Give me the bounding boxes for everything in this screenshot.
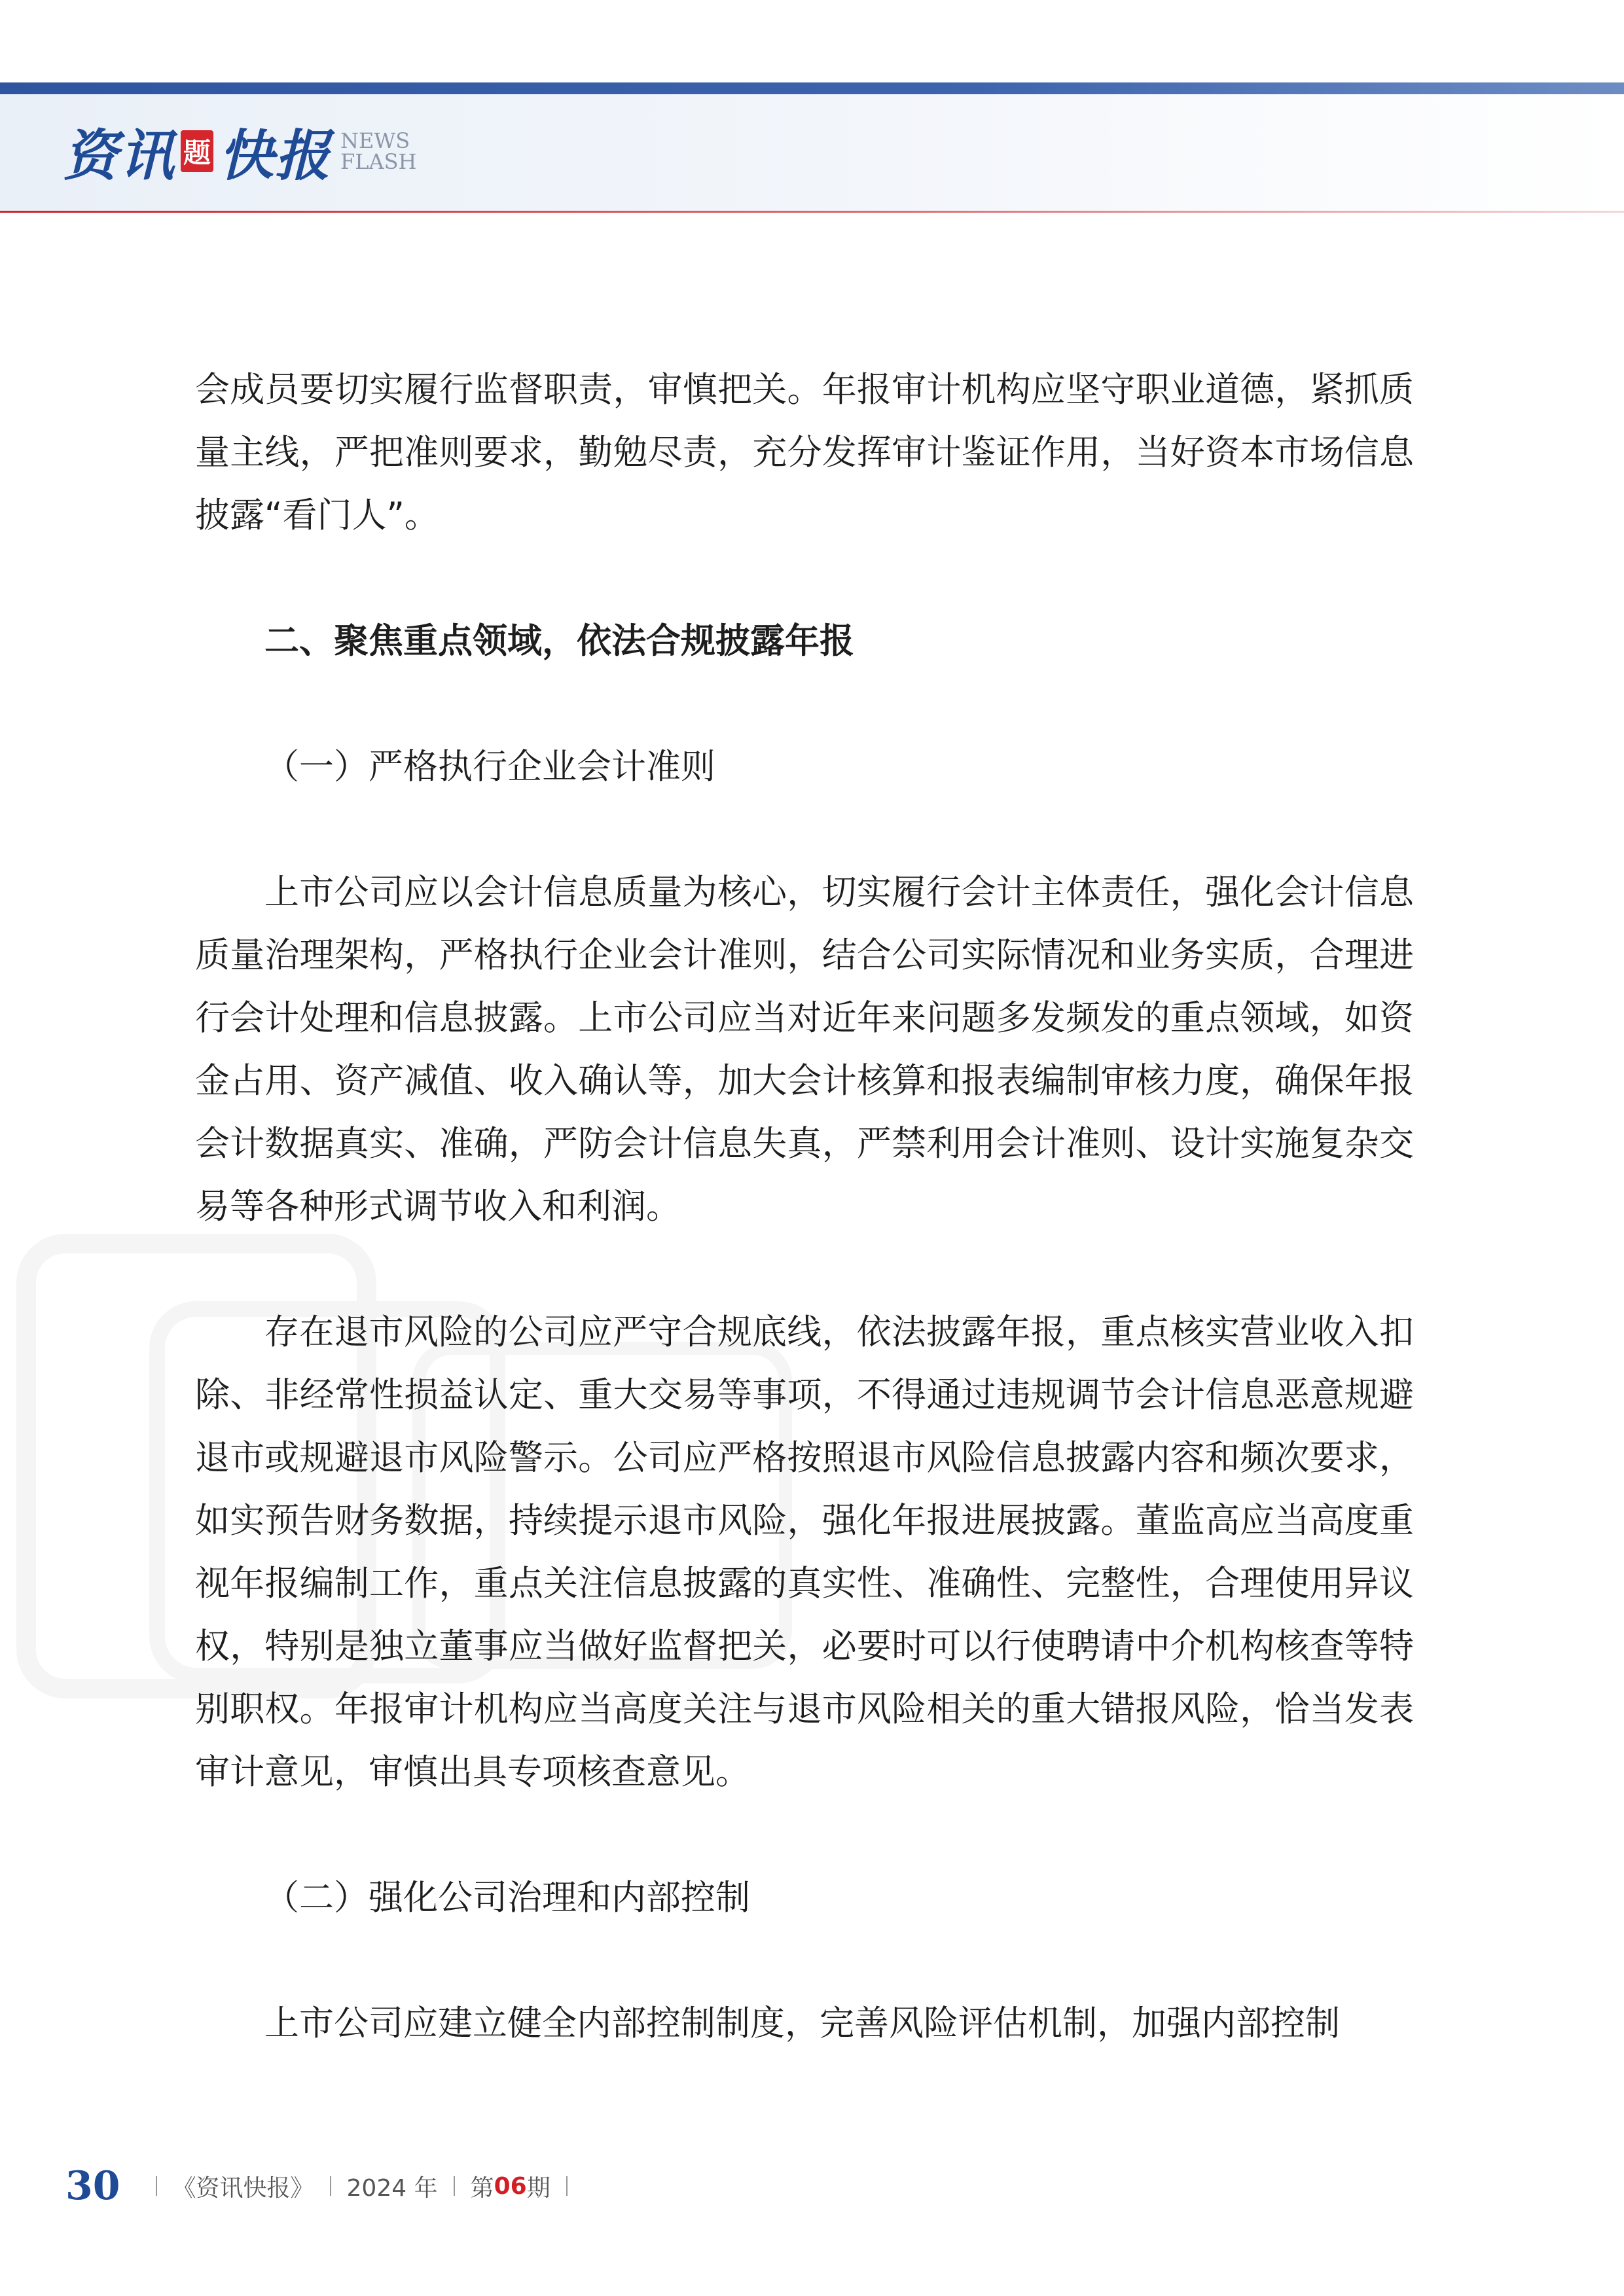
flash-label: FLASH [340,149,417,174]
header-top-bar [0,82,1624,94]
paragraph-3: 上市公司应建立健全内部控制制度，完善风险评估机制，加强内部控制 [264,2003,1340,2043]
issue-year: 2024 年 [346,2174,438,2202]
subsection-heading-2: （二）强化公司治理和内部控制 [264,1878,750,1918]
brand-text-1: 资讯 [63,122,176,188]
page-footer [65,2160,583,2212]
news-label: NEWS [340,128,410,153]
footer-divider [330,2176,331,2196]
page-number: 30 [65,2163,120,2209]
footer-divider [566,2176,568,2196]
footer-divider [454,2176,455,2196]
publication-name: 《资讯快报》 [172,2174,314,2202]
article-body [195,359,1414,2055]
issue-prefix: 第 [470,2174,494,2202]
paragraph-2: 存在退市风险的公司应严守合规底线，依法披露年报，重点核实营业收入扣除、非经常性损益认定、重大交易等事项，不得通过违规调节会计信息恶意规避退市或规避退市风险警示。公司应严格按照退市风险信息披露内容和频次要求，如实预告财务数据，持续提示退市风险，强化年报进展披露。董监高应当高度重视年报编制工作，重点关注信息披露的真实性、准确性、完整性，合理使用异议权，特别是独立董事应当做好监督把关，必要时可以行使聘请中介机构核查等特别职权。年报审计机构应当高度关注与退市风险相关的重大错报风险，恰当发表审计意见，审慎出具专项核查意见。 [195,1312,1414,1792]
paragraph-continued: 会成员要切实履行监督职责，审慎把关。年报审计机构应坚守职业道德，紧抓质量主线，严把准则要求，勤勉尽责，充分发挥审计鉴证作用，当好资本市场信息披露“看门人”。 [195,370,1414,535]
brand-text-2: 快报 [219,122,332,188]
news-flash-label [340,130,416,172]
issue-suffix: 期 [526,2174,550,2202]
header-red-rule [0,211,1624,213]
seal-icon: 题 [181,130,213,172]
paragraph-1: 上市公司应以会计信息质量为核心，切实履行会计主体责任，强化会计信息质量治理架构，严格执行企业会计准则，结合公司实际情况和业务实质，合理进行会计处理和信息披露。上市公司应当对近年来问题多发频发的重点领域，如资金占用、资产减值、收入确认等，加大会计核算和报表编制审核力度，确保年报会计数据真实、准确，严防会计信息失真，严禁利用会计准则、设计实施复杂交易等各种形式调节收入和利润。 [195,872,1414,1227]
footer-divider [156,2176,157,2196]
section-heading: 二、聚焦重点领域，依法合规披露年报 [264,621,854,661]
issue-number: 06 [494,2172,527,2200]
subsection-heading-1: （一）严格执行企业会计准则 [264,747,715,787]
brand-logo [63,115,416,187]
